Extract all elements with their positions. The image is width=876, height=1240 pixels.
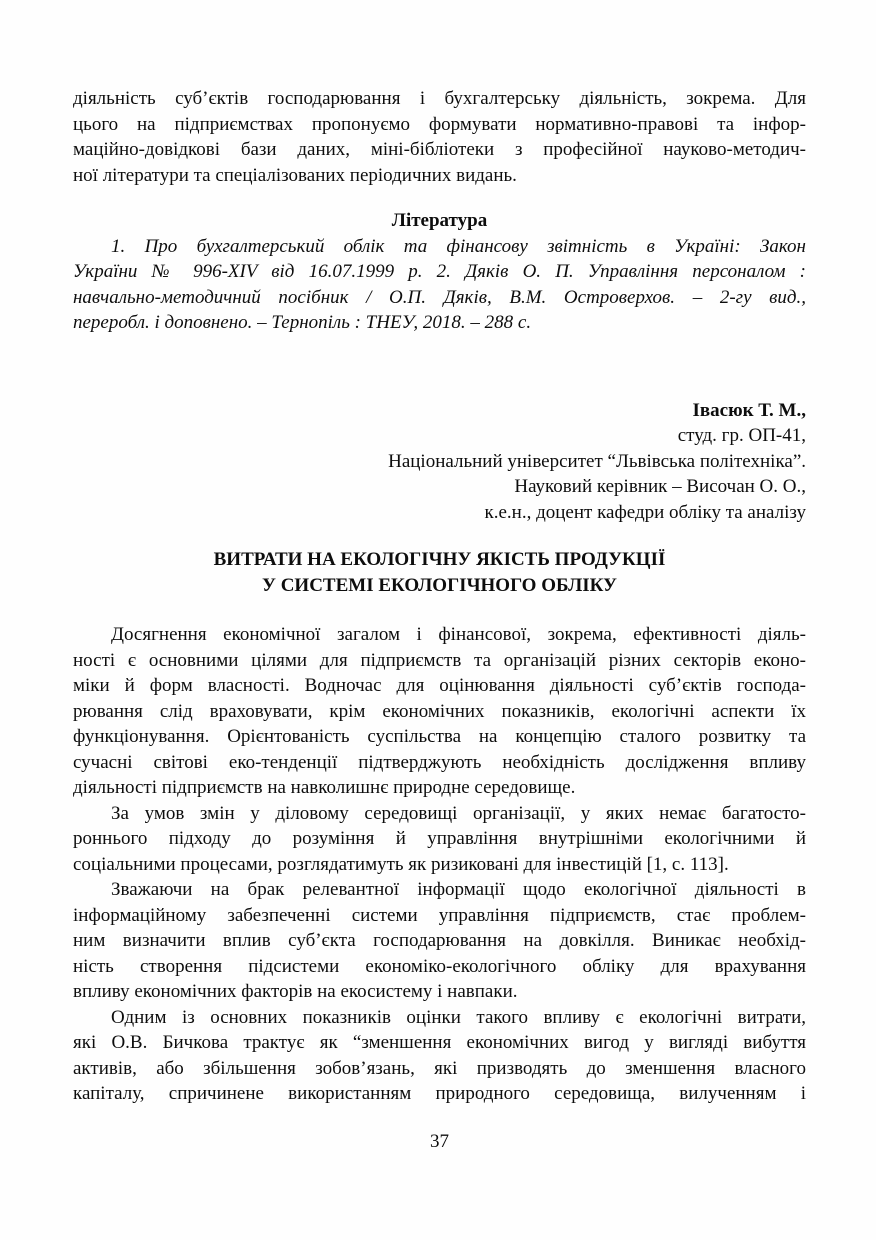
- text-line: соціальними процесами, розглядатимуть як ризиковані для інвестицій [1, с. 113].: [73, 853, 729, 875]
- text-line: капіталу, спричинене використанням природного середовища, вилученням і: [73, 1083, 806, 1104]
- body-paragraph: [73, 801, 806, 878]
- text-line: які О.В. Бичкова трактує як “зменшення економічних вигод у вигляді вибуття: [73, 1032, 806, 1053]
- text-line: к.е.н., доцент кафедри обліку та аналізу: [484, 501, 806, 523]
- text-line: діяльність суб’єктів господарювання і бухгалтерську діяльність, зокрема. Для: [73, 88, 806, 109]
- text-line: діяльності підприємств на навколишнє природне середовище.: [73, 777, 576, 798]
- text-line: Національний університет “Львівська політехніка”.: [388, 450, 806, 472]
- text-line: У СИСТЕМІ ЕКОЛОГІЧНОГО ОБЛІКУ: [262, 574, 617, 596]
- text-line: ність створення підсистеми економіко-екологічного обліку для врахування: [73, 955, 806, 977]
- text-line: 1. Про бухгалтерський облік та фінансову звітність в Україні: Закон: [111, 235, 806, 257]
- literature-heading: Література: [391, 210, 488, 231]
- body-paragraph: [73, 1005, 806, 1107]
- text-line: міки й форм власності. Водночас для оцінювання діяльності суб’єктів господа-: [73, 675, 806, 696]
- literature-entry: [73, 234, 806, 336]
- body-paragraph: [73, 622, 806, 801]
- text-line: Зважаючи на брак релевантної інформації щодо екологічної діяльності в: [111, 879, 806, 900]
- text-line: маційно-довідкові бази даних, міні-бібліотеки з професійної науково-методич-: [73, 139, 806, 160]
- text-line: функціонування. Орієнтованість суспільства на концепцію сталого розвитку та: [73, 726, 806, 747]
- text-line: переробл. і доповнено. – Тернопіль : ТНЕУ, 2018. – 288 с.: [73, 312, 532, 333]
- text-line: цього на підприємствах пропонуємо формувати нормативно-правові та інфор-: [73, 113, 806, 135]
- author-name: Івасюк Т. М.,: [692, 399, 806, 421]
- text-line: Науковий керівник – Височан О. О.,: [514, 476, 806, 497]
- text-line: Досягнення економічної загалом і фінансової, зокрема, ефективності діяль-: [111, 624, 806, 645]
- text-line: навчально-методичний посібник / О.П. Дяків, В.М. Островерхов. – 2-гу вид.,: [73, 286, 806, 308]
- text-line: роннього підходу до розуміння й управління внутрішніми екологічними й: [73, 828, 806, 849]
- text-line: України № 996-XIV від 16.07.1999 р. 2. Дяків О. П. Управління персоналом :: [73, 261, 806, 282]
- text-line: За умов змін у діловому середовищі організації, у яких немає багатосто-: [111, 802, 806, 824]
- article-title: [73, 547, 806, 598]
- text-line: ності є основними цілями для підприємств та організацій різних секторів еконо-: [73, 649, 806, 671]
- text-line: Одним із основних показників оцінки такого впливу є екологічні витрати,: [111, 1006, 806, 1028]
- intro-paragraph: [73, 86, 806, 188]
- text-line: ної літератури та спеціалізованих періодичних видань.: [73, 164, 517, 186]
- text-line: активів, або збільшення зобов’язань, які призводять до зменшення власного: [73, 1057, 806, 1079]
- text-line: студ. гр. ОП-41,: [677, 425, 806, 446]
- text-line: сучасні світові еко-тенденції підтверджують необхідність дослідження впливу: [73, 751, 806, 773]
- text-line: ним визначити вплив суб’єкта господарювання на довкілля. Виникає необхід-: [73, 930, 806, 951]
- author-block: [73, 398, 806, 526]
- body-paragraph: [73, 877, 806, 1005]
- text-line: впливу економічних факторів на екосистему і навпаки.: [73, 981, 518, 1002]
- text-line: інформаційному забезпеченні системи управління підприємств, стає проблем-: [73, 904, 806, 926]
- text-line: рювання слід враховувати, крім економічних показників, екологічні аспекти їх: [73, 700, 806, 722]
- page-number: 37: [430, 1130, 449, 1152]
- text-line: ВИТРАТИ НА ЕКОЛОГІЧНУ ЯКІСТЬ ПРОДУКЦІЇ: [213, 549, 666, 570]
- author-affiliation: [73, 423, 806, 525]
